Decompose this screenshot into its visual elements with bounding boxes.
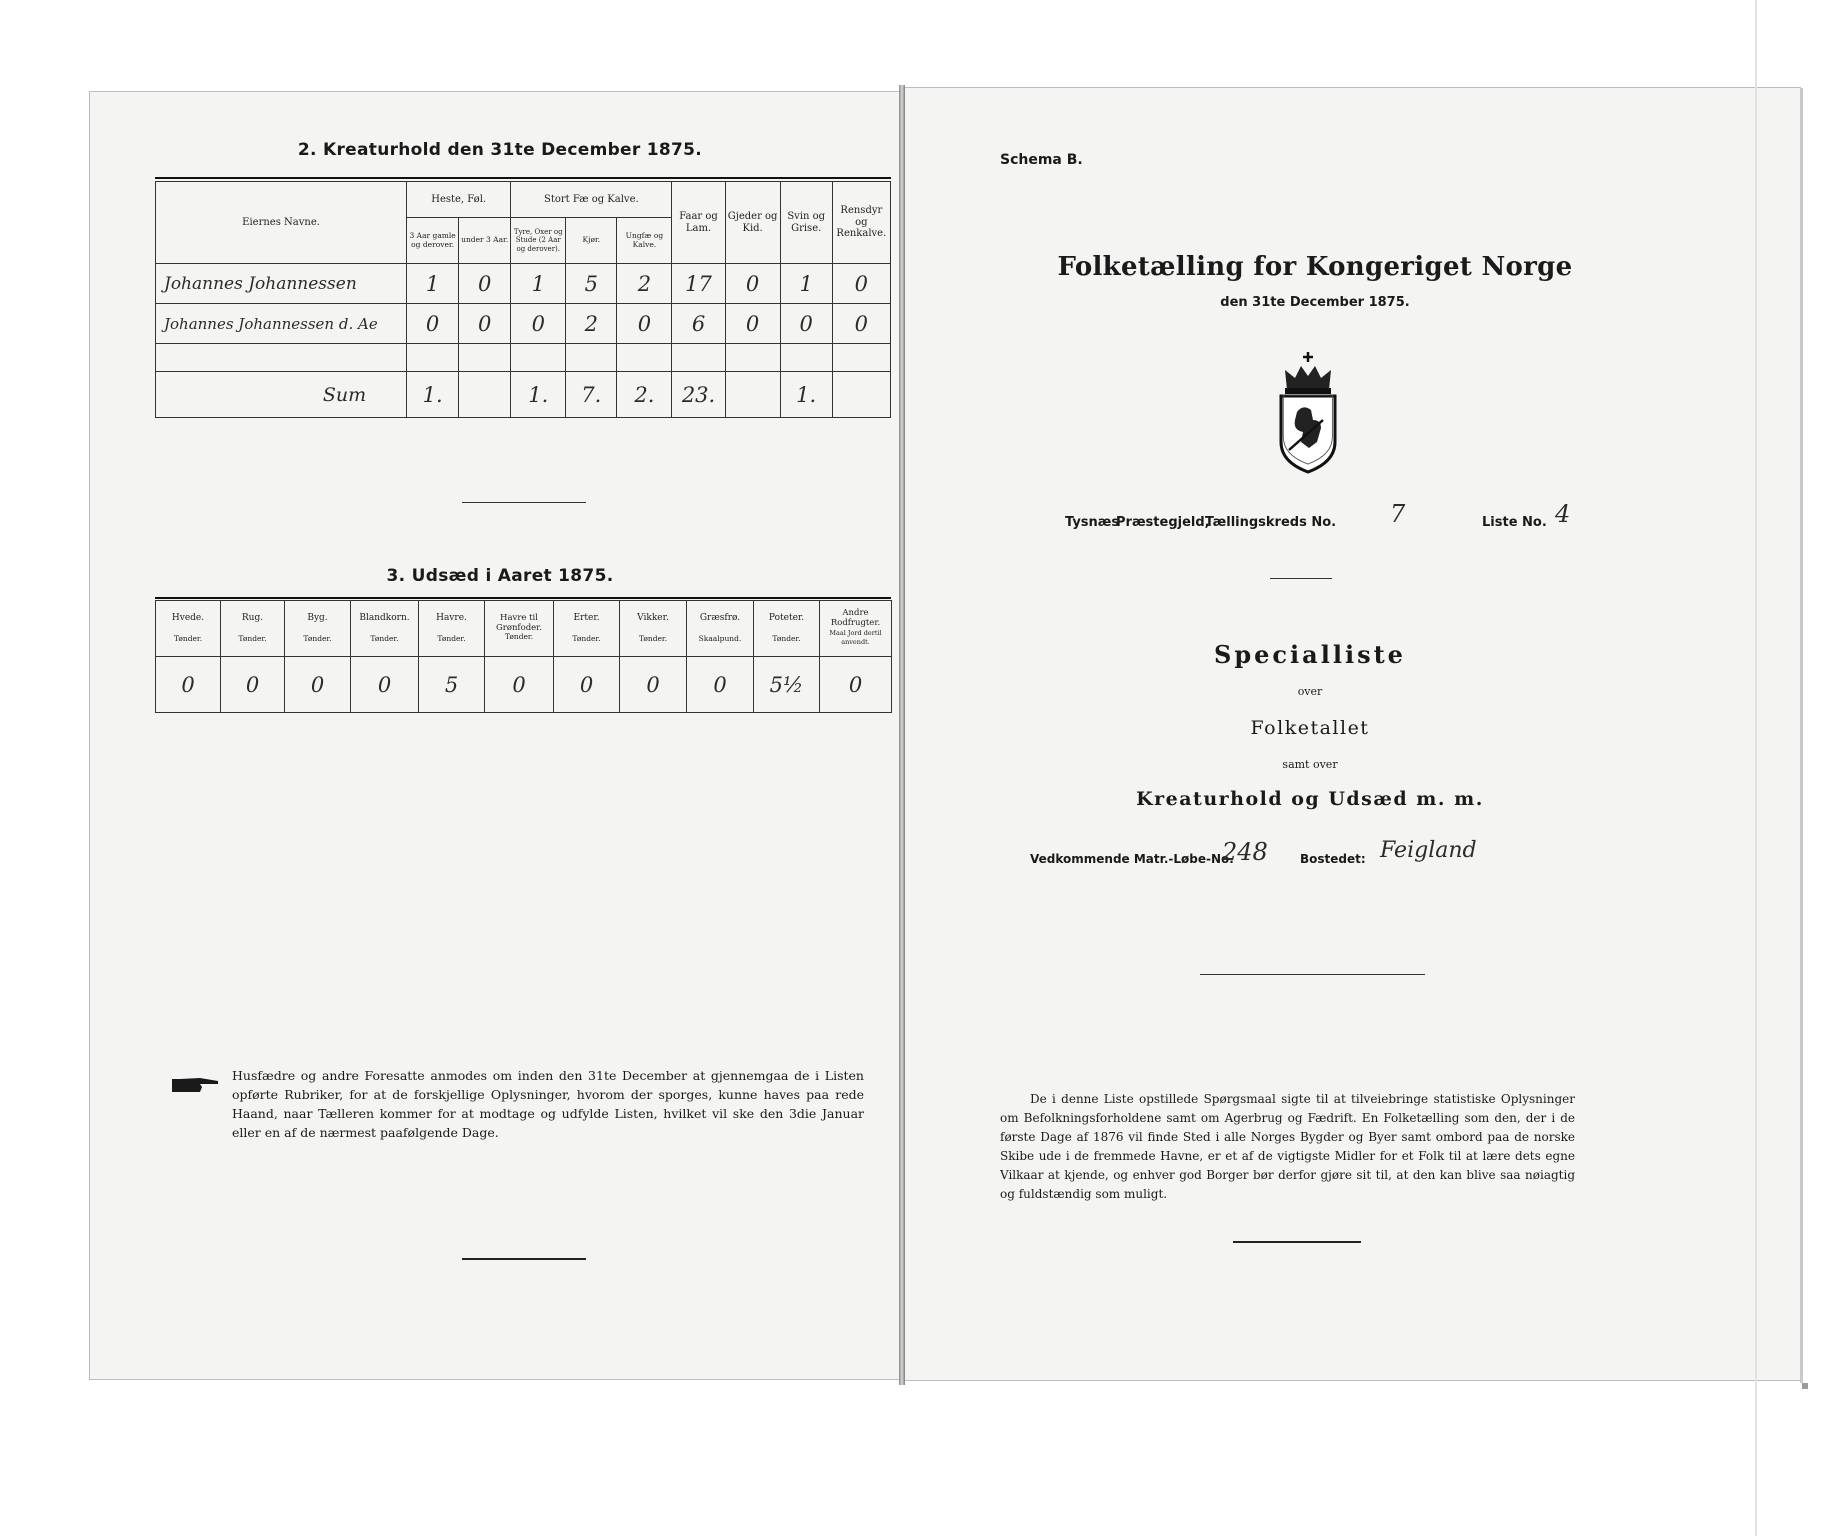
value-cell: 5 [566, 264, 617, 304]
table-row [156, 304, 891, 344]
sum-cell: 1. [511, 372, 566, 418]
col-horses-old: 3 Aar gamle og derover. [407, 218, 459, 264]
seed-header-unit: Tønder. [504, 632, 534, 642]
seed-value: 0 [351, 657, 419, 713]
bosted-value: Feigland [1380, 838, 1477, 863]
notice-text: Husfædre og andre Foresatte anmodes om inden den 31te December at gjennemgaa de i Listen opførte Rubriker, for at de forskjellige Oplysninger, hvorom der sporges, kunne haves paa rede Haand, naar Tælleren kommer for at modtage og udfylde Listen, hvilket vil ske den 3die Januar eller en af de nærmest paafølgende Dage. [232, 1068, 864, 1140]
seed-header-unit: Tønder. [370, 633, 399, 643]
seed-header-unit: Tønder. [638, 633, 668, 643]
coat-of-arms-icon [1273, 350, 1343, 475]
col-sheep: Faar og Lam. [672, 182, 725, 264]
value-cell: 2 [566, 304, 617, 344]
col-cattle-young: Ungfæ og Kalve. [617, 218, 672, 264]
census-title: Folketælling for Kongeriget Norge [1057, 252, 1573, 282]
page-edge [1800, 88, 1803, 1383]
seed-header-unit: Tønder. [772, 633, 801, 643]
list-label: Liste No. [1482, 515, 1547, 530]
value-cell: 2 [617, 264, 672, 304]
value-cell: 0 [780, 304, 832, 344]
seed-value: 0 [485, 657, 554, 713]
page-fold [899, 85, 905, 1385]
district-no: 7 [1390, 500, 1406, 528]
over-text: over [1297, 685, 1323, 698]
census-date: den 31te December 1875. [1220, 295, 1410, 310]
seed-value: 0 [554, 657, 620, 713]
seed-value: 0 [687, 657, 754, 713]
seed-header-unit: Skaalpund. [698, 633, 742, 643]
seed-values-row [156, 657, 892, 713]
scan-edge [1755, 0, 1757, 1536]
col-horses-young: under 3 Aar. [459, 218, 511, 264]
seed-header-unit: Maal Jord dertil anvendt. [829, 628, 882, 647]
owner-name: Johannes Johannessen [156, 264, 407, 304]
seed-header-name: Havre til Grønfoder. [495, 612, 542, 633]
sum-cell [725, 372, 780, 418]
table-row [156, 264, 891, 304]
col-reindeer: Rensdyr og Renkalve. [832, 182, 890, 264]
col-horses: Heste, Føl. [407, 182, 511, 218]
sum-cell: 1. [407, 372, 459, 418]
value-cell: 1 [407, 264, 459, 304]
seed-top-rule [155, 597, 891, 599]
value-cell: 1 [780, 264, 832, 304]
value-cell: 1 [511, 264, 566, 304]
footnote-text: De i denne Liste opstillede Spørgsmaal sigte til at tilveiebringe statistiske Oplysninger om Befolkningsforholdene samt om Agerbrug og Fædrift. En Folketælling som den, der i de første Dage af 1876 vil finde Sted i alle Norges Bygder og Byer samt ombord paa de norske Skibe ude i de fremmede Havne, er et af de vigtigste Midler for et Folk til at lære dets egne Vilkaar at kjende, og enhver god Borger bør derfor gjøre sit til, at den kan blive saa nøiagtig og fuldstændig som muligt. [1000, 1092, 1575, 1201]
col-goats: Gjeder og Kid. [725, 182, 780, 264]
sum-row [156, 372, 891, 418]
seed-header-name: Havre. [436, 612, 467, 623]
divider [1200, 974, 1425, 975]
livestock-top-rule [155, 177, 891, 179]
value-cell: 6 [672, 304, 725, 344]
divider [1233, 1241, 1361, 1243]
sum-cell [459, 372, 511, 418]
divider [462, 1258, 586, 1260]
pointing-hand-icon [170, 1074, 222, 1096]
parish-prefix: Tysnæs [1065, 515, 1120, 530]
bosted-label: Bostedet: [1300, 852, 1366, 866]
seed-header-unit: Tønder. [437, 633, 466, 643]
col-cattle: Stort Fæ og Kalve. [511, 182, 672, 218]
seed-header-unit: Tønder. [173, 633, 203, 643]
seed-value: 5 [419, 657, 485, 713]
table-row [156, 344, 891, 372]
owner-name: Johannes Johannessen d. Ae [156, 304, 407, 344]
district-label: Tællingskreds No. [1205, 515, 1337, 530]
livestock-title: 2. Kreaturhold den 31te December 1875. [297, 140, 703, 160]
parish-label: Præstegjeld, [1116, 515, 1210, 530]
value-cell: 0 [832, 264, 890, 304]
seed-header-name: Rug. [241, 612, 264, 623]
seed-value: 0 [620, 657, 687, 713]
col-pigs: Svin og Grise. [780, 182, 832, 264]
seed-header-name: Hvede. [171, 612, 205, 623]
seed-header-name: Vikker. [637, 612, 669, 623]
seed-header-name: Poteter. [768, 612, 805, 623]
seed-value: 0 [285, 657, 351, 713]
seed-value: 5½ [754, 657, 820, 713]
list-no: 4 [1555, 500, 1571, 528]
value-cell: 0 [407, 304, 459, 344]
seed-header-name: Græsfrø. [699, 612, 741, 623]
matr-no: 248 [1222, 838, 1268, 866]
col-cattle-bulls: Tyre, Oxer og Stude (2 Aar og derover). [511, 218, 566, 264]
value-cell: 0 [459, 304, 511, 344]
page-edge-corner [1802, 1383, 1808, 1389]
sum-cell [832, 372, 890, 418]
seed-header-unit: Tønder. [238, 633, 267, 643]
sum-label: Sum [156, 372, 407, 418]
schema-label: Schema B. [1000, 152, 1083, 168]
value-cell: 0 [617, 304, 672, 344]
samt-over-text: samt over [1282, 758, 1338, 771]
seed-header-name: Andre Rodfrugter. [830, 607, 881, 628]
divider [462, 502, 586, 503]
seed-header-row [156, 601, 892, 657]
value-cell: 0 [459, 264, 511, 304]
kreaturhold-title: Kreaturhold og Udsæd m. m. [1136, 788, 1484, 810]
value-cell: 17 [672, 264, 725, 304]
seed-header-name: Byg. [307, 612, 328, 623]
sum-cell: 2. [617, 372, 672, 418]
sum-cell: 1. [780, 372, 832, 418]
seed-header-name: Erter. [573, 612, 600, 623]
seed-header-name: Blandkorn. [359, 612, 410, 623]
seed-value: 0 [156, 657, 221, 713]
folketallet-text: Folketallet [1250, 717, 1370, 739]
seed-title: 3. Udsæd i Aaret 1875. [386, 566, 614, 586]
col-owner: Eiernes Navne. [156, 182, 407, 264]
seed-value: 0 [820, 657, 892, 713]
special-list-title: Specialliste [1214, 640, 1406, 669]
col-cattle-cows: Kjør. [566, 218, 617, 264]
value-cell: 0 [832, 304, 890, 344]
sum-cell: 23. [672, 372, 725, 418]
value-cell: 0 [511, 304, 566, 344]
value-cell: 0 [725, 304, 780, 344]
sum-cell: 7. [566, 372, 617, 418]
value-cell: 0 [725, 264, 780, 304]
divider [1270, 578, 1332, 579]
livestock-table [155, 181, 891, 418]
seed-value: 0 [221, 657, 285, 713]
seed-table [155, 600, 892, 713]
matr-label: Vedkommende Matr.-Løbe-No. [1030, 852, 1234, 866]
seed-header-unit: Tønder. [572, 633, 601, 643]
seed-header-unit: Tønder. [303, 633, 332, 643]
